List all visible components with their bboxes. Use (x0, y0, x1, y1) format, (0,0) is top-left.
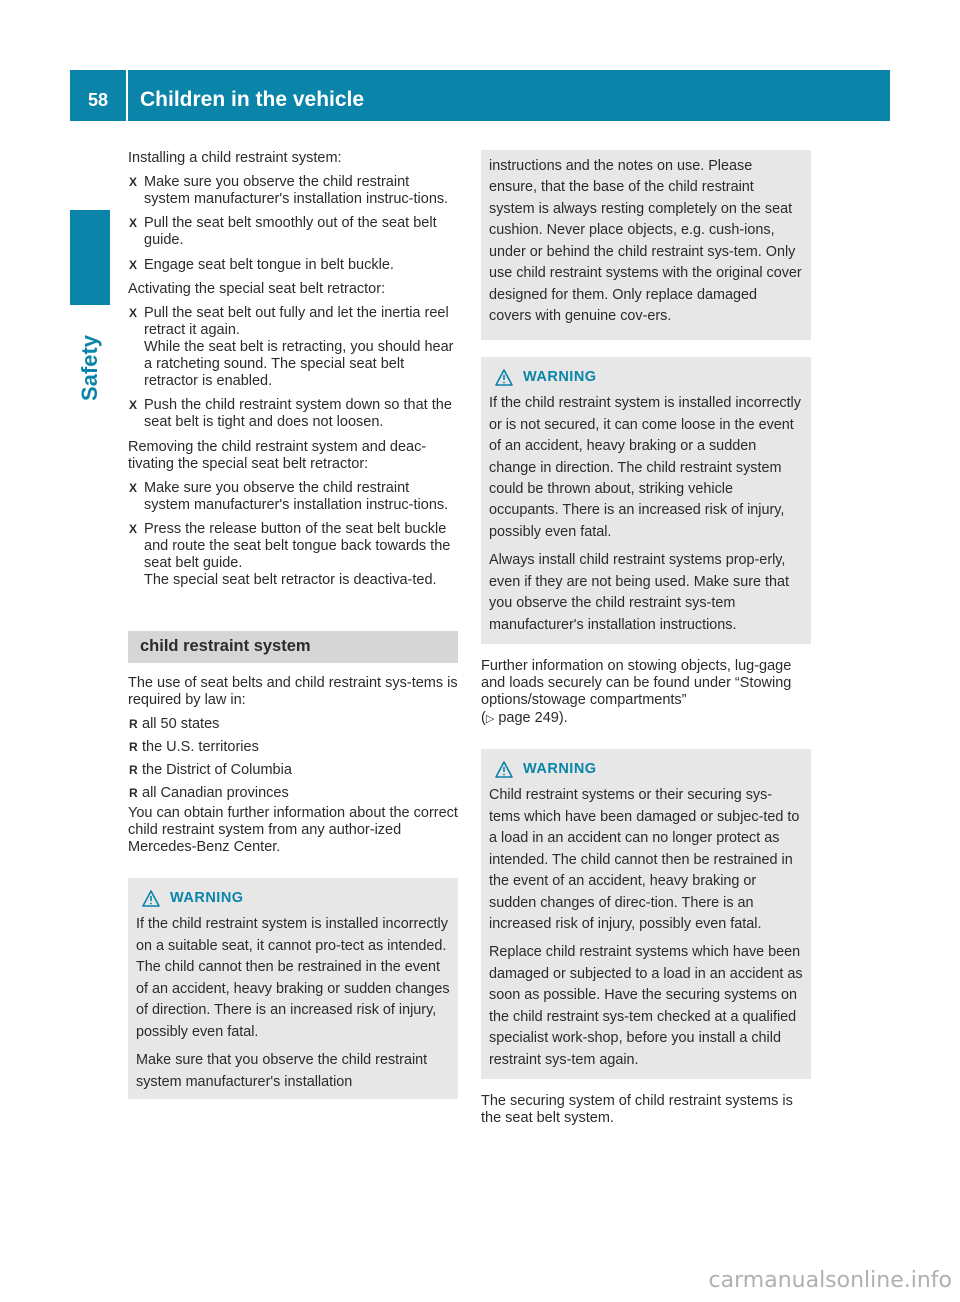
law-outro: You can obtain further information about the correct child restraint system from any author-ized Mercedes-Benz Center. (128, 804, 458, 855)
bullet-marker: R (129, 717, 138, 732)
warning-text: If the child restraint system is installed incorrectly or is not secured, it can come loose in the event of an accident, heavy braking or a sudden change in direction. The child restraint system could be thrown about, striking vehicle occupants. There is an increased risk of injury, possibly even fatal. (489, 395, 801, 540)
list-item: R all Canadian provinces (129, 785, 289, 802)
bullet-marker: R (129, 740, 138, 755)
left-column (128, 150, 458, 1099)
removing-step-2-result: The special seat belt retractor is deactiva-ted. (144, 572, 437, 589)
activating-step-2: X Push the child restraint system down so that the seat belt is tight and does not loosen. (129, 397, 452, 431)
warning-triangle-icon (142, 890, 160, 907)
bullet-marker: R (129, 786, 138, 801)
watermark: carmanualsonline.info (708, 1268, 952, 1294)
law-intro: The use of seat belts and child restraint sys-tems is required by law in: (128, 674, 458, 708)
page-title: Children in the vehicle (140, 88, 365, 111)
section-tab-marker (70, 210, 110, 305)
step-marker: X (129, 480, 138, 495)
page-reference: page 249). (498, 709, 568, 726)
step-marker: X (129, 521, 138, 536)
activating-step-1-result: While the seat belt is retracting, you should hear a ratcheting sound. The special seat belt retractor is enabled. (144, 338, 454, 390)
warning-title: WARNING (523, 760, 597, 777)
stowing-text: Further information on stowing objects, lug-gage and loads securely can be found under “Stowing options/stowage compartments” (▷ page 249). (481, 658, 792, 726)
warning-box-1-continued (481, 150, 811, 340)
warning-box-1 (128, 878, 458, 1099)
step-marker: X (129, 398, 138, 413)
activating-step-1: X Pull the seat belt out fully and let the inertia reel retract it again. While the seat belt is retracting, you should hear a ratcheting sound. The special seat belt retractor is enabled. (129, 304, 454, 390)
installing-step-1: X Make sure you observe the child restraint system manufacturer's installation instruc-tions. (129, 174, 449, 208)
step-marker: X (129, 305, 138, 320)
section-side-label: Safety (77, 334, 103, 402)
warning-text: instructions and the notes on use. Please ensure, that the base of the child restraint system is always resting completely on the seat cushion. Never place objects, e.g. cush-ions, under or behind the child restraint sys-tem. Only use child restraint systems with the original cover designed for them. Only replace damaged covers with genuine cov-ers. (489, 158, 802, 325)
activating-label: Activating the special seat belt retractor: (128, 280, 386, 297)
step-marker: X (129, 257, 138, 272)
step-marker: X (129, 175, 138, 190)
list-item: R the U.S. territories (129, 739, 259, 756)
page-number: 58 (87, 90, 109, 110)
list-item: R the District of Columbia (129, 762, 292, 779)
warning-title: WARNING (523, 368, 597, 385)
warning-text: Always install child restraint systems prop-erly, even if they are not being used. Make sure that you observe the child restraint sys-tem manufacturer's installation instructions. (489, 552, 789, 633)
warning-box-2 (481, 357, 811, 645)
removing-step-2: X Press the release button of the seat belt buckle and route the seat belt tongue back towards the seat belt guide. The special seat belt retractor is deactiva-ted. (129, 520, 451, 589)
closing-text: The securing system of child restraint systems is the seat belt system. (481, 1093, 793, 1127)
warning-header (489, 759, 803, 781)
warning-triangle-icon (495, 369, 513, 386)
list-item: R all 50 states (129, 716, 220, 733)
removing-step-1: X Make sure you observe the child restraint system manufacturer's installation instruc-tions. (129, 479, 449, 513)
header-divider (126, 70, 128, 121)
installing-step-3: X Engage seat belt tongue in belt buckle. (129, 256, 394, 273)
page-reference-arrow-icon: ▷ (485, 712, 495, 725)
warning-text: If the child restraint system is installed incorrectly on a suitable seat, it cannot pro-tect as intended. The child cannot then be restrained in the event of an accident, heavy braking or sudden changes of direction. There is an increased risk of injury, possibly even fatal. (136, 916, 450, 1040)
bullet-marker: R (129, 763, 138, 778)
step-marker: X (129, 216, 138, 231)
warning-text: Make sure that you observe the child restraint system manufacturer's installation (136, 1052, 428, 1090)
warning-header (136, 888, 450, 910)
warning-text: Child restraint systems or their securing sys-tems which have been damaged or subjec-ted to a load in an accident can no longer protect as intended. The child cannot then be restrained in the event of an accident, heavy braking or sudden changes of direc-tion. There is an increased risk of injury, possibly even fatal. (489, 787, 800, 932)
warning-box-3 (481, 749, 811, 1079)
right-column (481, 150, 811, 1134)
installing-label: Installing a child restraint system: (128, 150, 342, 166)
installing-step-2: X Pull the seat belt smoothly out of the seat belt guide. (129, 215, 437, 249)
removing-label: Removing the child restraint system and deac-tivating the special seat belt retractor: (128, 438, 427, 472)
warning-title: WARNING (170, 889, 244, 906)
warning-text: Replace child restraint systems which have been damaged or subjected to a load in an accident as soon as possible. Have the securing systems on the child restraint sys-tem checked at a qualified specialist work-shop, before you install a child restraint sys-tem again. (489, 944, 803, 1068)
section-heading: child restraint system (128, 631, 458, 662)
warning-triangle-icon (495, 761, 513, 778)
warning-header (489, 367, 803, 389)
